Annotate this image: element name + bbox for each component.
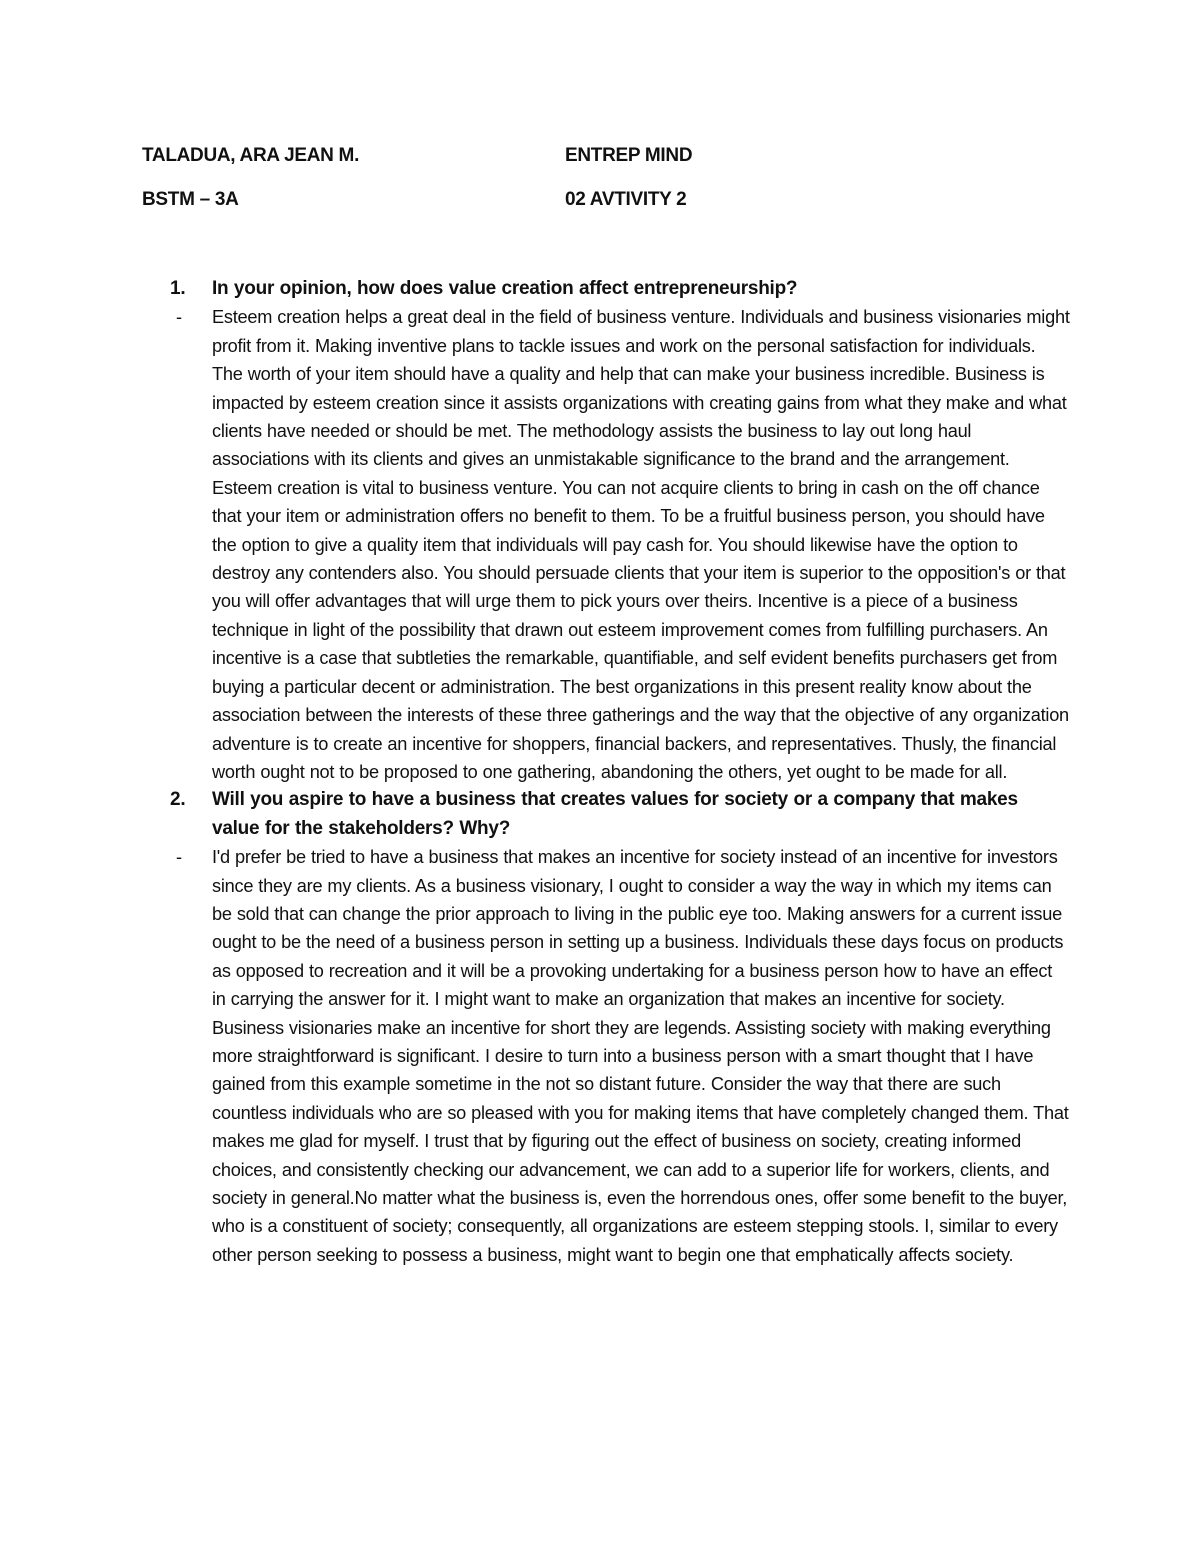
question-list (170, 275, 1070, 1269)
answer-1 (170, 303, 1070, 786)
answer-2 (170, 843, 1070, 1269)
course-title: ENTREP MIND (565, 145, 693, 166)
header-row-1 (142, 142, 1042, 170)
question-number: 1. (170, 278, 186, 299)
question-number: 2. (170, 789, 186, 811)
student-name: TALADUA, ARA JEAN M. (142, 145, 360, 166)
document-header (142, 142, 1042, 230)
question-2 (170, 786, 1070, 843)
header-row-2 (142, 186, 1042, 214)
question-text: In your opinion, how does value creation affect entrepreneurship? (212, 278, 798, 299)
answer-bullet: - (176, 307, 182, 328)
question-1 (170, 275, 1070, 303)
answer-text: Esteem creation helps a great deal in the field of business venture. Individuals and business visionaries might profit from it. Making inventive plans to tackle issues and work on the personal satisfaction for individuals. The worth of your item should have a quality and help that can make your business incredible. Business is impacted by esteem creation since it assists organizations with creating gains from what they make and what clients have needed or should be met. The methodology assists the business to lay out long haul associations with its clients and gives an unmistakable significance to the brand and the arrangement. Esteem creation is vital to business venture. You can not acquire clients to bring in cash on the off chance that your item or administration offers no benefit to them. To be a fruitful business person, you should have the option to give a quality item that individuals will pay cash for. You should likewise have the option to destroy any contenders also. You should persuade clients that your item is superior to the opposition's or that you will offer advantages that will urge them to pick yours over theirs. Incentive is a piece of a business technique in light of the possibility that drawn out esteem improvement comes from fulfilling purchasers. An incentive is a case that subtleties the remarkable, quantifiable, and self evident benefits purchasers get from buying a particular decent or administration. The best organizations in this present reality know about the association between the interests of these three gatherings and the way that the objective of any organization adventure is to create an incentive for shoppers, financial backers, and representatives. Thusly, the financial worth ought not to be proposed to one gathering, abandoning the others, yet ought to be made for all. (212, 307, 1070, 782)
answer-text: I'd prefer be tried to have a business that makes an incentive for society instead of an incentive for investors since they are my clients. As a business visionary, I ought to consider a way the way in which my items can be sold that can change the prior approach to living in the public eye too. Making answers for a current issue ought to be the need of a business person in setting up a business. Individuals these days focus on products as opposed to recreation and it will be a provoking undertaking for a business person how to have an effect in carrying the answer for it. I might want to make an organization that makes an incentive for society. Business visionaries make an incentive for short they are legends. Assisting society with making everything more straightforward is significant. I desire to turn into a business person with a smart thought that I have gained from this example sometime in the not so distant future. Consider the way that there are such countless individuals who are so pleased with you for making items that have completely changed them. That makes me glad for myself. I trust that by figuring out the effect of business on society, creating informed choices, and consistently checking our advancement, we can add to a superior life for workers, clients, and society in general.No matter what the business is, even the horrendous ones, offer some benefit to the buyer, who is a constituent of society; consequently, all organizations are esteem stepping stools. I, similar to every other person seeking to possess a business, might want to begin one that emphatically affects society. (212, 847, 1069, 1265)
answer-bullet: - (176, 847, 182, 868)
question-text: Will you aspire to have a business that creates values for society or a company that makes value for the stakeholders? Why? (212, 789, 1018, 839)
student-section: BSTM – 3A (142, 189, 239, 210)
activity-title: 02 AVTIVITY 2 (565, 189, 687, 210)
